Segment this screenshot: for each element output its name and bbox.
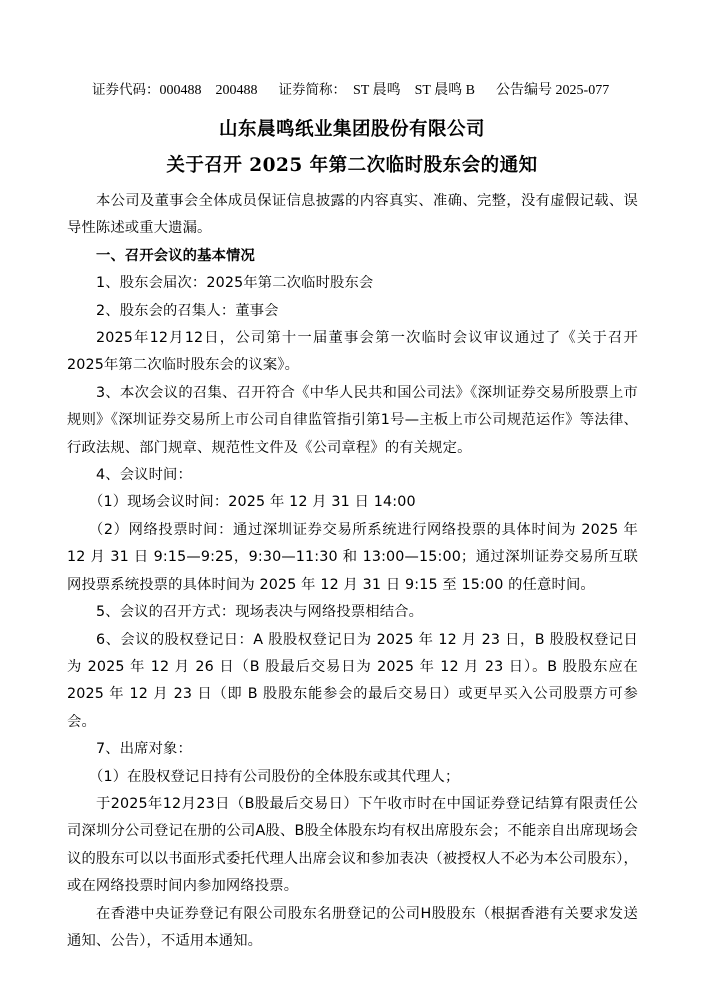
onsite-meeting-time: （1）现场会议时间：2025 年 12 月 31 日 14:00 [89,494,416,511]
notice-number: 公告编号 2025-077 [496,83,610,98]
disclaimer-paragraph: 本公司及董事会全体成员保证信息披露的内容真实、准确、完整，没有虚假记载、误导性陈述或重大遗漏。 [67,193,638,237]
online-voting-time: （2）网络投票时间：通过深圳证券交易所系统进行网络投票的具体时间为 2025 年 12 月 31 日 9:15—9:25，9:30—11:30 和 13:00—15:00；通过深圳证券交易所互联网投票系统投票的具体时间为 2025 年 12 月 31 日 9:15 至 15:00 的任意时间。 [67,521,638,593]
security-code-a: 000488 [159,83,202,98]
attendees-detail-paragraph: 于2025年12月23日（B股最后交易日）下午收市时在中国证券登记结算有限责任公司深圳分公司登记在册的公司A股、B股全体股东均有权出席股东会；不能亲自出席现场会议的股东可以以书面形式委托代理人出席会议和参加表决（被授权人不必为本公司股东），或在网络投票时间内参加网络投票。 [67,795,638,895]
security-abbr-a: ST 晨鸣 [353,83,401,98]
announcement-header [92,78,609,99]
item-attendees: 7、出席对象： [96,741,192,758]
security-code-label: 证券代码： [92,82,160,98]
notice-title: 关于召开 2025 年第二次临时股东会的通知 [166,155,538,176]
item-meeting-time: 4、会议时间： [96,467,192,484]
h-share-note-paragraph: 在香港中央证券登记有限公司股东名册登记的公司H股股东（根据香港有关要求发送通知、公告），不适用本通知。 [67,905,638,949]
section-heading-basic-info: 一、召开会议的基本情况 [96,247,255,264]
board-approval-paragraph: 2025年12月12日，公司第十一届董事会第一次临时会议审议通过了《关于召开2025年第二次临时股东会的议案》。 [67,330,638,374]
security-code-b: 200488 [215,83,258,98]
item-legality: 3、本次会议的召集、召开符合《中华人民共和国公司法》《深圳证券交易所股票上市规则》《深圳证券交易所上市公司自律监管指引第1号—主板上市公司规范运作》等法律、行政法规、部门规章、规范性文件及《公司章程》的有关规定。 [67,384,638,456]
item-meeting-session: 1、股东会届次：2025年第二次临时股东会 [96,275,374,292]
document-body [67,188,638,955]
security-abbr-b: ST 晨鸣 B [414,83,476,98]
item-record-date: 6、会议的股权登记日：A 股股权登记日为 2025 年 12 月 23 日，B 股股权登记日为 2025 年 12 月 26 日（B 股最后交易日为 2025 年 12 月 23 日）。B 股股东应在 2025 年 12 月 23 日（即 B 股股东能参会的最后交易日）或更早买入公司股票方可参会。 [67,631,638,730]
company-name-title: 山东晨鸣纸业集团股份有限公司 [218,119,485,140]
attendees-shareholders: （1）在股权登记日持有公司股份的全体股东或其代理人； [89,768,460,785]
item-meeting-method: 5、会议的召开方式：现场表决与网络投票相结合。 [96,604,424,621]
item-convener: 2、股东会的召集人：董事会 [96,302,279,319]
security-abbr-label: 证券简称： [278,82,346,98]
